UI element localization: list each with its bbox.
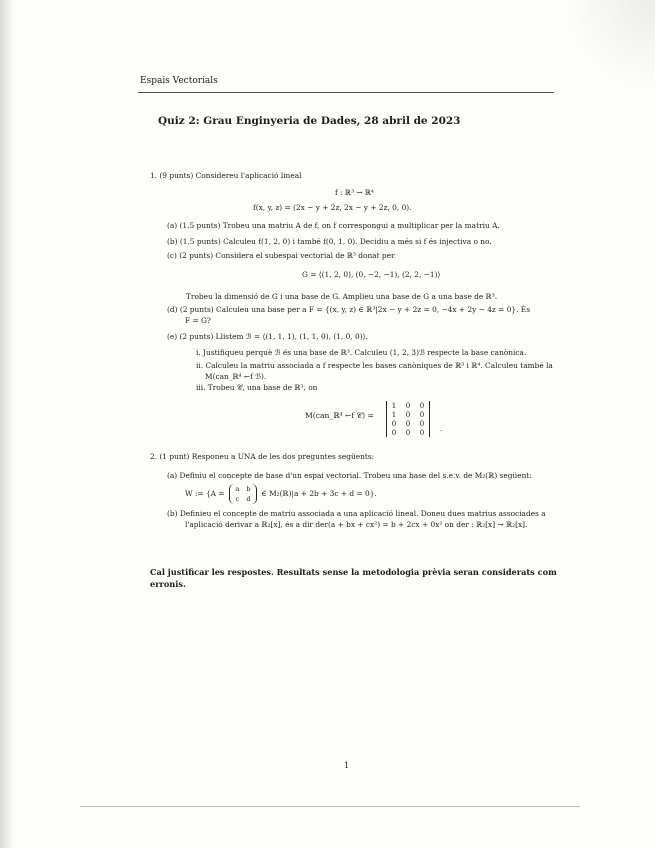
q1-part-c-task: Trobeu la dimensió de G i una base de G. Amplieu una base de G a una base de ℝ³. (186, 292, 498, 301)
q1-subspace-g: G = ⟨(1, 2, 0), (0, −2, −1), (2, 2, −1)⟩ (302, 270, 441, 279)
matrix-cell: 0 (405, 419, 411, 428)
q1-part-e-ii-cont: M(can_ℝ⁴ ←f ℬ). (205, 372, 267, 381)
q2-part-a: (a) Definiu el concepte de base d'un espai vectorial. Trobeu una base del s.e.v. de M₂(ℝ) següent: (167, 471, 532, 480)
closing-instructions: Cal justificar les respostes. Resultats sense la metodologia prèvia seran considerats com erronis. (150, 567, 557, 589)
q1-part-d: (d) (2 punts) Calculeu una base per a F = {(x, y, z) ∈ ℝ³|2x − y + 2z = 0, −4x + 2y − 4z = 0}. És (167, 305, 530, 314)
q1-part-e-ii: ii. Calculeu la matriu associada a f respecte les bases canòniques de ℝ³ i ℝ⁴. Calculeu també la (196, 361, 553, 370)
page-number: 1 (344, 761, 350, 770)
q1-part-e-iii: iii. Trobeu 𝒞, una base de ℝ³, on (196, 383, 318, 392)
associated-matrix (386, 401, 430, 437)
matrix-cell: 1 (391, 410, 397, 419)
q1-formula: f(x, y, z) = (2x − y + 2z, 2x − y + 2z, 0, 0). (253, 203, 412, 212)
scan-shadow-corner (565, 0, 655, 90)
abcd-matrix-cell: d (246, 495, 251, 503)
q1-part-c: (c) (2 punts) Considera el subespai vectorial de ℝ³ donat per (167, 251, 395, 260)
q2-part-b: (b) Definieu el concepte de matriu associada a una aplicació lineal. Doneu dues matrius associades a (167, 509, 546, 518)
q1-part-a: (a) (1.5 punts) Trobeu una matriu A de f, on f correspongui a multiplicar per la matriu A. (167, 221, 500, 230)
abcd-matrix-cell: c (235, 495, 240, 503)
q1-part-e: (e) (2 punts) Llistem ℬ = ⟨(1, 1, 1), (1, 1, 0), (1, 0, 0)⟩. (167, 332, 368, 341)
header-rule (138, 92, 554, 93)
q2-part-a-set (185, 484, 377, 504)
q1-map: f : ℝ³ → ℝ⁴ (335, 188, 375, 197)
set-condition: ∈ M₂(ℝ)|a + 2b + 3c + d = 0}. (261, 489, 377, 498)
matrix-period: . (440, 424, 443, 433)
q1-part-e-i: i. Justifiqueu perquè ℬ és una base de ℝ³. Calculeu (1, 2, 3)ℬ respecte la base canònica. (196, 348, 527, 357)
matrix-cell: 0 (405, 428, 411, 437)
q1-part-d-cont: F = G? (185, 316, 211, 325)
matrix-cell: 0 (405, 410, 411, 419)
matrix-cell: 0 (391, 428, 397, 437)
matrix-cell: 0 (405, 401, 411, 410)
abcd-matrix-cell: b (246, 485, 251, 493)
matrix-cell: 0 (419, 401, 425, 410)
matrix-cell: 0 (391, 419, 397, 428)
abcd-matrix (229, 484, 257, 504)
matrix-cell: 0 (419, 428, 425, 437)
scan-shadow-left (0, 0, 14, 848)
quiz-title: Quiz 2: Grau Enginyeria de Dades, 28 abril de 2023 (158, 115, 461, 127)
matrix-label: M(can_ℝ⁴ ←f 𝒞) = (305, 411, 374, 420)
abcd-matrix-cell: a (235, 485, 240, 493)
set-prefix: W := {A = (185, 489, 225, 498)
q2-intro: 2. (1 punt) Responeu a UNA de les dos preguntes següents: (150, 452, 375, 461)
matrix-cell: 0 (419, 410, 425, 419)
q1-intro: 1. (9 punts) Considereu l'aplicació lineal (150, 171, 302, 180)
running-header: Espais Vectorials (140, 76, 218, 86)
matrix-cell: 1 (391, 401, 397, 410)
scan-edge-line (80, 806, 580, 807)
q1-part-b: (b) (1.5 punts) Calculeu f(1, 2, 0) i també f(0, 1, 0). Decidiu a més si f és injectiva o no. (167, 237, 492, 246)
q2-part-b-cont: l'aplicació derivar a ℝ₂[x], és a dir der(a + bx + cx²) = b + 2cx + 0x² on der : ℝ₂[x] → ℝ₂[x]. (185, 520, 528, 529)
matrix-cell: 0 (419, 419, 425, 428)
